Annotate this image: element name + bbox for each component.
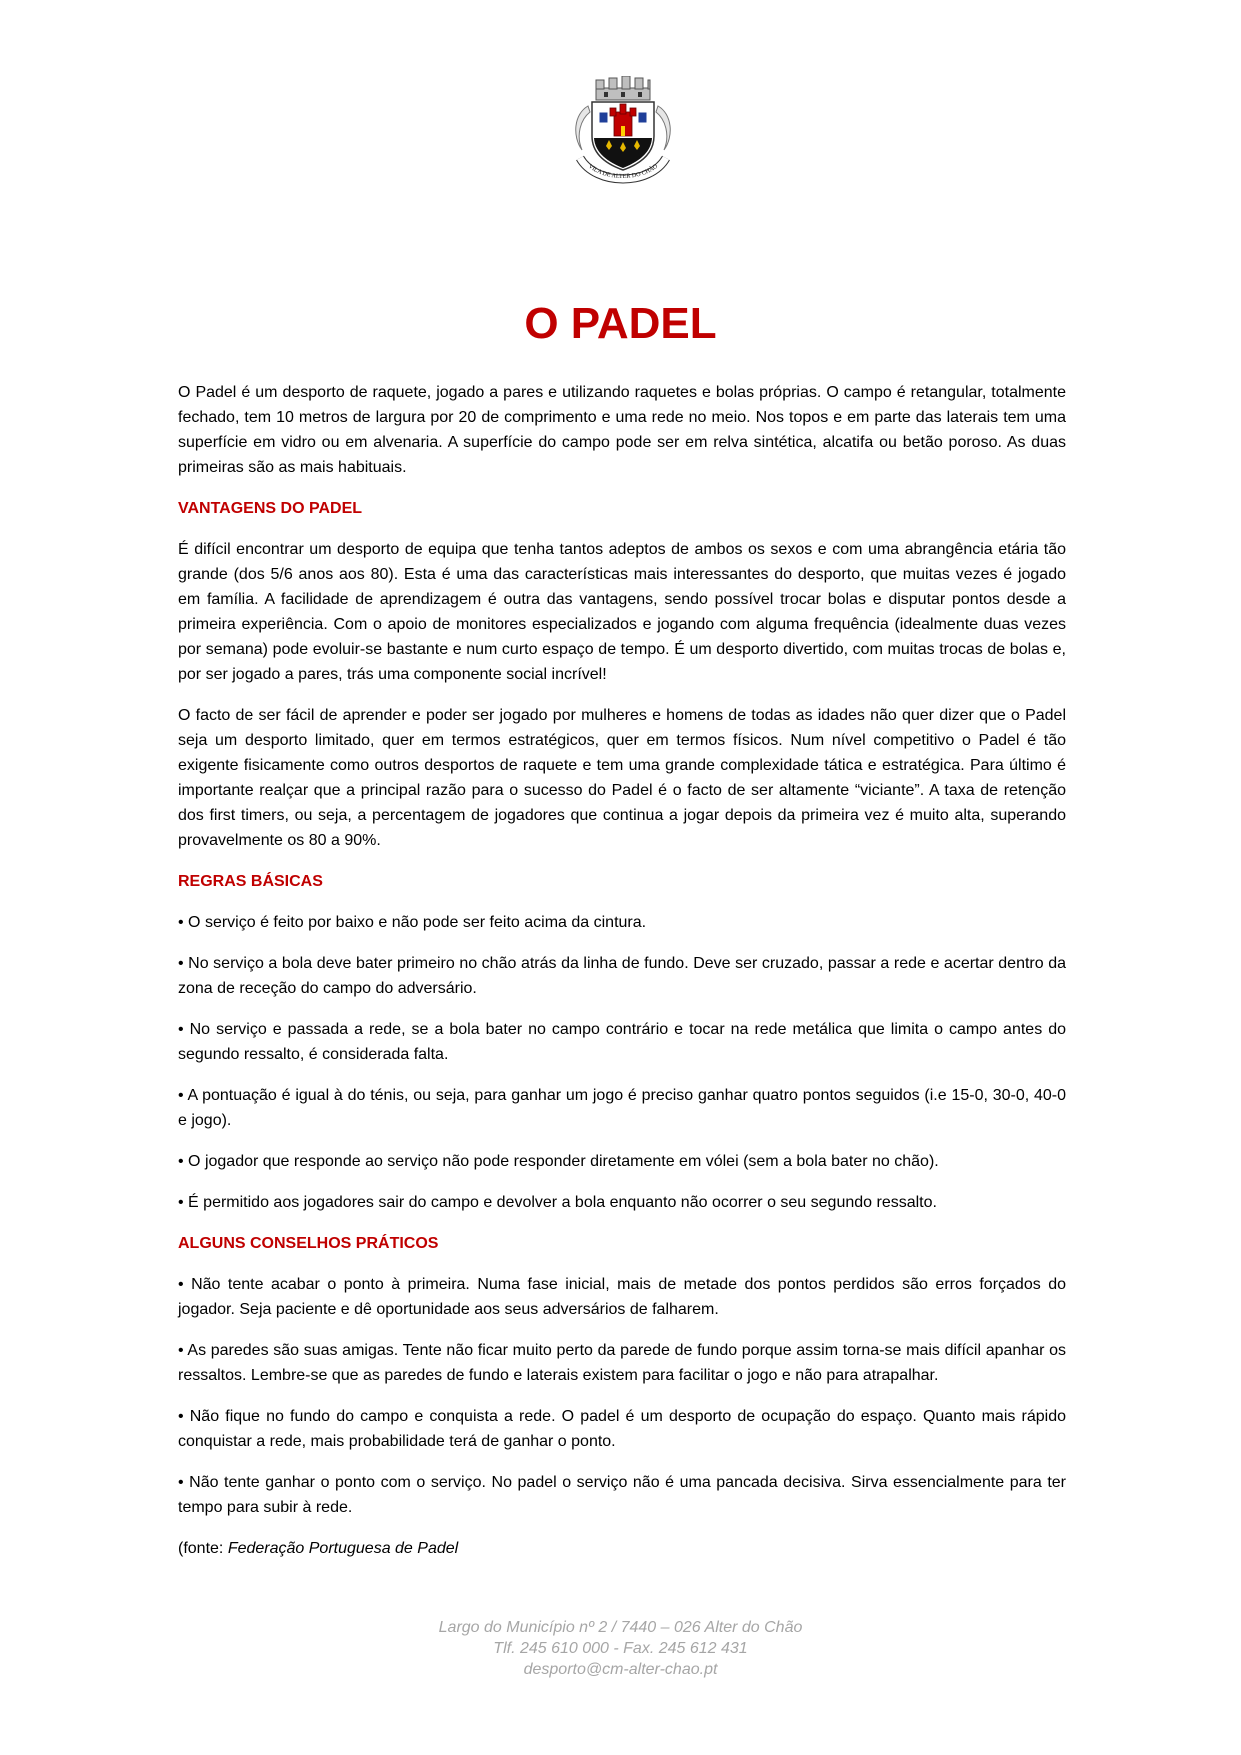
section-heading-conselhos: ALGUNS CONSELHOS PRÁTICOS <box>178 1235 439 1252</box>
shield-icon <box>592 102 654 170</box>
vantagens-paragraph: O facto de ser fácil de aprender e poder ser jogado por mulheres e homens de todas as idades não quer dizer que o Padel seja um desporto limitado, quer em termos estratégicos, quer em termos físicos. Num nível competitivo o Padel é tão exigente fisicamente como outros desportos de raquete e tem uma grande complexidade tática e estratégica. Para último é importante realçar que a principal razão para o sucesso do Padel é o facto de ser altamente “viciante”. A taxa de retenção dos first timers, ou seja, a percentagem de jogadores que continua a jogar depois da primeira vez é muito alta, superando provavelmente os 80 a 90%. <box>178 707 1066 849</box>
source-citation <box>178 1536 1066 1561</box>
document-body <box>178 380 1066 1577</box>
conselhos-list-item: • As paredes são suas amigas. Tente não ficar muito perto da parede de fundo porque assim torna-se mais difícil apanhar os ressaltos. Lembre-se que as paredes de fundo e laterais existem para facilitar o jogo e não para atrapalhar. <box>178 1342 1066 1384</box>
conselhos-list-item: • Não fique no fundo do campo e conquista a rede. O padel é um desporto de ocupação do espaço. Quanto mais rápido conquistar a rede, mais probabilidade terá de ganhar o ponto. <box>178 1408 1066 1450</box>
regras-list-item: • O jogador que responde ao serviço não pode responder diretamente em vólei (sem a bola bater no chão). <box>178 1153 939 1170</box>
municipal-crest-logo <box>566 76 680 196</box>
footer-phone: Tlf. 245 610 000 - Fax. 245 612 431 <box>493 1640 748 1657</box>
mural-crown-icon <box>596 76 650 100</box>
conselhos-list-item: • Não tente acabar o ponto à primeira. Numa fase inicial, mais de metade dos pontos perdidos são erros forçados do jogador. Seja paciente e dê oportunidade aos seus adversários de falharem. <box>178 1276 1066 1318</box>
footer-email: desporto@cm-alter-chao.pt <box>523 1661 718 1678</box>
regras-list-item: • A pontuação é igual à do ténis, ou seja, para ganhar um jogo é preciso ganhar quatro pontos seguidos (i.e 15-0, 30-0, 40-0 e jogo). <box>178 1087 1066 1129</box>
regras-list-item: • O serviço é feito por baixo e não pode ser feito acima da cintura. <box>178 914 647 931</box>
source-name: Federação Portuguesa de Padel <box>227 1540 459 1557</box>
regras-list-item: • É permitido aos jogadores sair do campo e devolver a bola enquanto não ocorrer o seu segundo ressalto. <box>178 1194 937 1211</box>
regras-list-item: • No serviço a bola deve bater primeiro no chão atrás da linha de fundo. Deve ser cruzado, passar a rede e acertar dentro da zona de receção do campo do adversário. <box>178 955 1066 997</box>
page-footer <box>0 1617 1241 1680</box>
footer-address: Largo do Município nº 2 / 7440 – 026 Alter do Chão <box>438 1619 803 1636</box>
crest-motto: VILA DE ALTER DO CHÃO <box>586 162 660 181</box>
regras-list-item: • No serviço e passada a rede, se a bola bater no campo contrário e tocar na rede metálica que limita o campo antes do segundo ressalto, é considerada falta. <box>178 1021 1066 1063</box>
section-heading-regras: REGRAS BÁSICAS <box>178 873 323 890</box>
page-title: O PADEL <box>524 299 717 348</box>
vantagens-paragraph: É difícil encontrar um desporto de equipa que tenha tantos adeptos de ambos os sexos e com uma abrangência etária tão grande (dos 5/6 anos aos 80). Esta é uma das características mais interessantes do desporto, que muitas vezes é jogado em família. A facilidade de aprendizagem é outra das vantagens, sendo possível trocar bolas e disputar pontos desde a primeira experiência. Com o apoio de monitores especializados e jogando com alguma frequência (idealmente duas vezes por semana) pode evoluir-se bastante e num curto espaço de tempo. É um desporto divertido, com muitas trocas de bolas e, por ser jogado a pares, trás uma componente social incrível! <box>178 541 1066 683</box>
section-heading-vantagens: VANTAGENS DO PADEL <box>178 500 363 517</box>
intro-paragraph: O Padel é um desporto de raquete, jogado a pares e utilizando raquetes e bolas próprias. O campo é retangular, totalmente fechado, tem 10 metros de largura por 20 de comprimento e uma rede no meio. Nos topos e em parte das laterais tem uma superfície em vidro ou em alvenaria. A superfície do campo pode ser em relva sintética, alcatifa ou betão poroso. As duas primeiras são as mais habituais. <box>178 384 1066 476</box>
conselhos-list-item: • Não tente ganhar o ponto com o serviço. No padel o serviço não é uma pancada decisiva. Sirva essencialmente para ter tempo para subir à rede. <box>178 1474 1066 1516</box>
source-prefix: (fonte: <box>178 1540 228 1557</box>
